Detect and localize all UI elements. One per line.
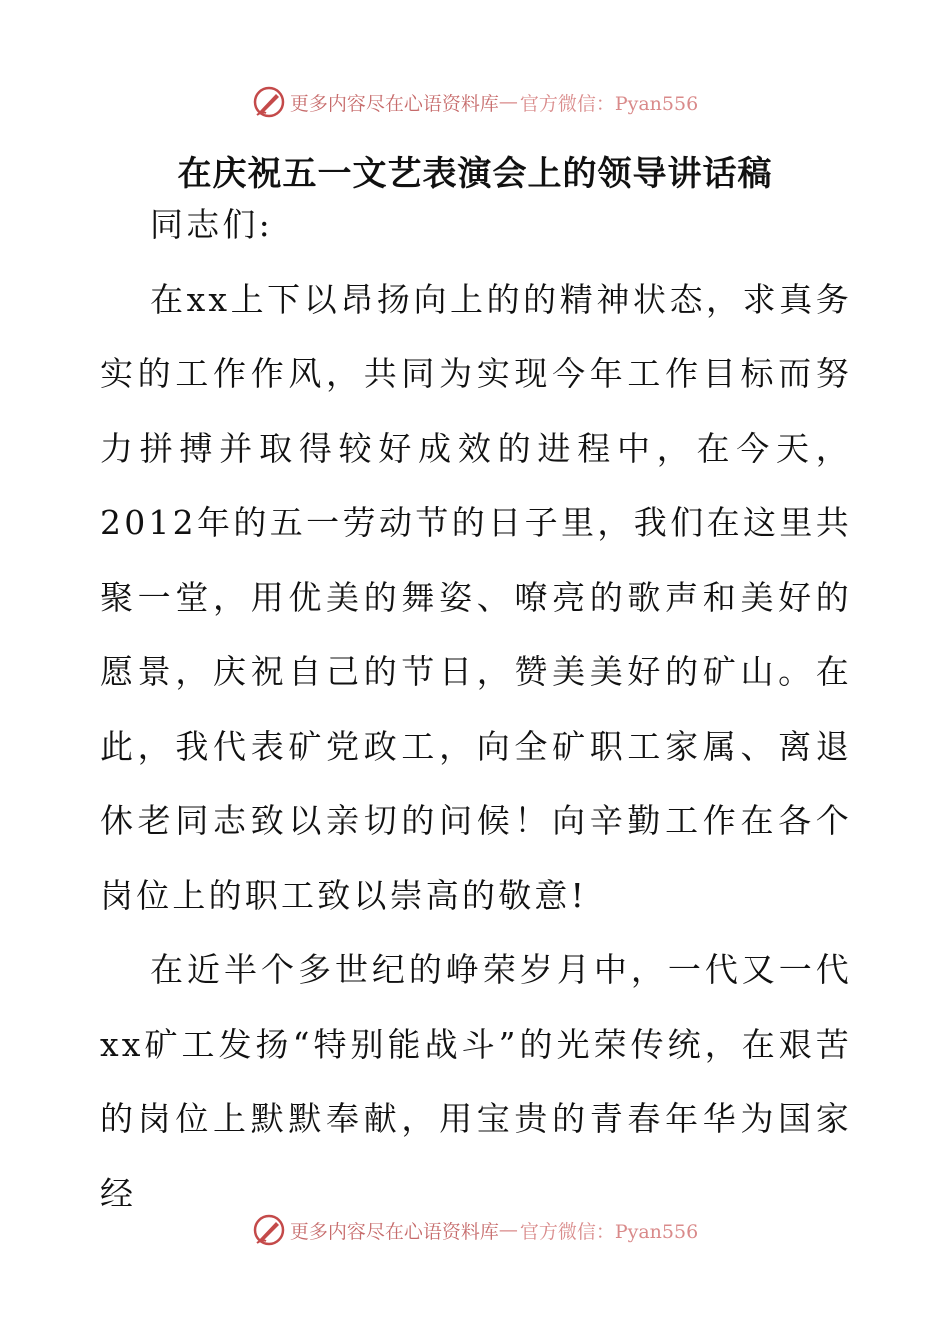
banner-text: 更多内容尽在心语资料库 [289, 92, 499, 115]
banner-separator: — [498, 91, 518, 113]
pen-circle-logo-icon [252, 85, 286, 119]
banner-text: 更多内容尽在心语资料库 [289, 1220, 499, 1243]
banner-separator: — [498, 1219, 518, 1241]
greeting: 同志们: [150, 205, 273, 244]
paragraph: 在xx上下以昂扬向上的的精神状态，求真务实的工作作风，共同为实现今年工作目标而努力拼搏并取得较好成效的进程中，在今天，2012年的五一劳动节的日子里，我们在这里共聚一堂，用优美的舞姿、嘹亮的歌声和美好的愿景，庆祝自己的节日，赞美美好的矿山。在此，我代表矿党政工，向全矿职工家属、离退休老同志致以亲切的问候！向辛勤工作在各个岗位上的职工致以崇高的敬意! [100, 279, 852, 915]
document-body [100, 188, 852, 1231]
header-banner [0, 82, 950, 122]
banner-wechat: 官方微信：Pyan556 [519, 1220, 699, 1243]
pen-circle-logo-icon [252, 1213, 286, 1247]
banner-wechat: 官方微信：Pyan556 [519, 92, 699, 115]
paragraph: 在近半个多世纪的峥荣岁月中，一代又一代xx矿工发扬“特别能战斗”的光荣传统，在艰苦的岗位上默默奉献，用宝贵的青春年华为国家经 [100, 950, 852, 1213]
document-title: 在庆祝五一文艺表演会上的领导讲话稿 [177, 154, 773, 194]
footer-banner [0, 1210, 950, 1250]
